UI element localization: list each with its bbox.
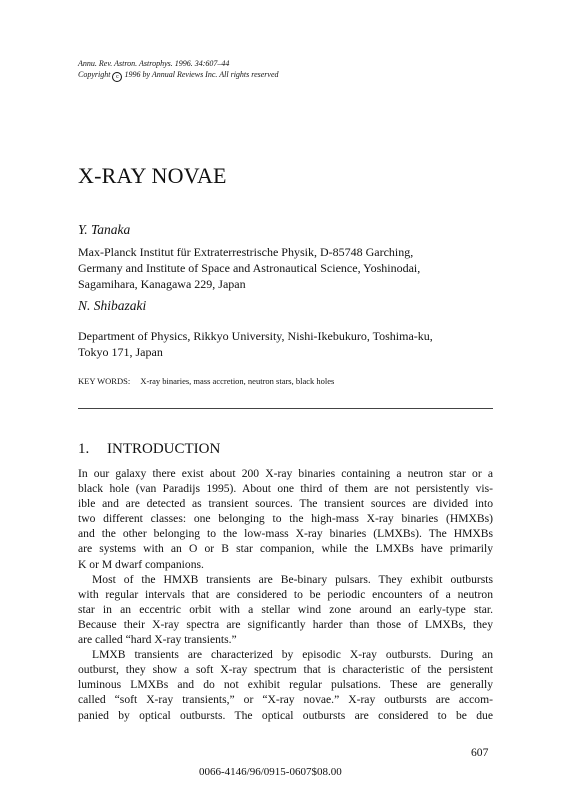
affiliation-line: Germany and Institute of Space and Astronautical Science, Yoshinodai, bbox=[78, 261, 421, 275]
author-affiliation bbox=[78, 328, 498, 360]
text-line: luminous LMXBs and do not exhibit regular pulsations. These are generally bbox=[78, 678, 493, 692]
keywords-text: X-ray binaries, mass accretion, neutron stars, black holes bbox=[140, 376, 335, 386]
footer-code: 0066-4146/96/0915-0607$08.00 bbox=[199, 766, 342, 778]
divider bbox=[78, 408, 493, 409]
author-name: N. Shibazaki bbox=[78, 298, 147, 313]
copyright-icon: c bbox=[112, 72, 122, 82]
text-line: star in an eccentric orbit with a stellar wind zone around an early-type star. bbox=[78, 602, 493, 616]
text-line: Most of the HMXB transients are Be-binary pulsars. They exhibit outbursts bbox=[92, 572, 493, 586]
section-title: INTRODUCTION bbox=[107, 441, 221, 457]
text-line: panied by optical outbursts. The optical outbursts are considered to be due bbox=[78, 708, 493, 722]
section-number: 1. bbox=[78, 441, 90, 457]
author-name: Y. Tanaka bbox=[78, 222, 131, 237]
text-line: and the other belonging to the low-mass X-ray binaries (LMXBs). The HMXBs bbox=[78, 527, 493, 541]
keywords-label: KEY WORDS: bbox=[78, 376, 131, 386]
text-line: K or M dwarf companions. bbox=[78, 557, 204, 571]
text-line: black hole (van Paradijs 1995). About one third of them are not persistently vis- bbox=[78, 482, 493, 496]
keywords bbox=[78, 376, 334, 386]
affiliation-line: Department of Physics, Rikkyo University, Nishi-Ikebukuro, Toshima-ku, bbox=[78, 329, 433, 343]
section-heading bbox=[78, 441, 220, 458]
copyright-label: Copyright bbox=[78, 70, 111, 79]
body-text bbox=[78, 466, 493, 723]
text-line: are systems with an O or B star companion, while the LMXBs have primarily bbox=[78, 542, 493, 556]
copyright-line bbox=[78, 69, 279, 82]
text-line: Because their X-ray spectra are significantly harder than those of LMXBs, they bbox=[78, 617, 493, 631]
author-affiliation bbox=[78, 244, 498, 292]
page-number: 607 bbox=[471, 746, 489, 759]
text-line: are called “hard X-ray transients.” bbox=[78, 633, 237, 647]
affiliation-line: Sagamihara, Kanagawa 229, Japan bbox=[78, 277, 246, 291]
article-title: X-RAY NOVAE bbox=[78, 163, 227, 188]
text-line: ible and are detected as transient sources. The transient sources are divided into bbox=[78, 497, 493, 511]
text-line: outburst, they show a soft X-ray spectrum that is characteristic of the persistent bbox=[78, 663, 493, 677]
affiliation-line: Max-Planck Institut für Extraterrestrische Physik, D-85748 Garching, bbox=[78, 245, 414, 259]
text-line: In our galaxy there exist about 200 X-ray binaries containing a neutron star or a bbox=[78, 467, 493, 480]
journal-header bbox=[78, 58, 279, 82]
citation-line: Annu. Rev. Astron. Astrophys. 1996. 34:607–44 bbox=[78, 59, 230, 68]
text-line: LMXB transients are characterized by episodic X-ray outbursts. During an bbox=[92, 648, 493, 662]
text-line: with regular intervals that are considered to be periodic encounters of a neutron bbox=[78, 587, 493, 601]
text-line: called “soft X-ray transients,” or “X-ray novae.” X-ray outbursts are accom- bbox=[78, 693, 493, 707]
text-line: two different classes: one belonging to the high-mass X-ray binaries (HMXBs) bbox=[78, 512, 493, 526]
affiliation-line: Tokyo 171, Japan bbox=[78, 345, 163, 359]
copyright-text: 1996 by Annual Reviews Inc. All rights reserved bbox=[124, 70, 279, 79]
